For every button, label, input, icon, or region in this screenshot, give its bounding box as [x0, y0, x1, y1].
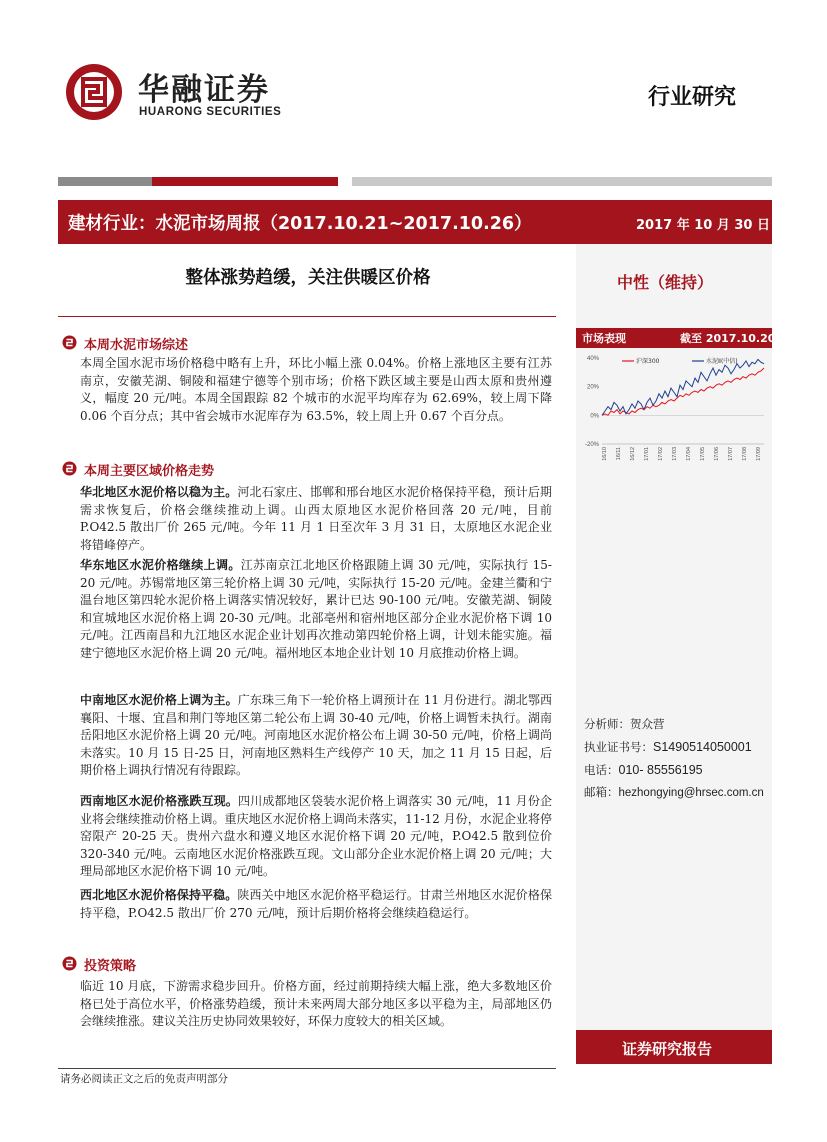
section-regional-title: 本周主要区域价格走势 — [84, 464, 215, 479]
report-date: 2017 年 10 月 30 日 — [636, 218, 770, 233]
rating: 中性（维持） — [617, 273, 714, 292]
market-performance-date: 截至 2017.10.20 — [680, 332, 776, 345]
x-tick-label: 17/04 — [686, 447, 692, 461]
disclaimer-divider — [58, 1068, 556, 1069]
region-east-paragraph — [80, 557, 552, 663]
huarong-logo-icon — [64, 62, 124, 122]
region-east-lead: 华东地区水泥价格继续上调。 — [80, 558, 241, 572]
analyst-name: 贺众营 — [630, 717, 665, 731]
section-bullet-icon — [62, 461, 77, 476]
y-tick-label: -20% — [584, 442, 599, 448]
brand-name-en: HUARONG SECURITIES — [139, 106, 282, 118]
section-strategy-body: 临近 10 月底，下游需求稳步回升。价格方面，经过前期持续大幅上涨，绝大多数地区价格已处于高位水平，价格涨势趋缓，预计未来两周大部分地区多以平稳为主，局部地区仍会继续推涨。建议关注历史协同效果较好，环保力度较大的相关区域。 — [80, 979, 552, 1029]
section-bullet-icon — [62, 335, 77, 350]
region-southwest-lead: 西南地区水泥价格涨跌互现。 — [80, 794, 239, 808]
analyst-phone-row — [584, 762, 703, 778]
region-central-body: 广东珠三角下一轮价格上调预计在 11 月份进行。湖北鄂西襄阳、十堰、宜昌和荆门等地区第二轮公布上调 30-40 元/吨，价格上调暂未执行。湖南岳阳地区水泥价格上调 20 元/吨。河南地区水泥价格公布上调 30-50 元/吨，价格上调尚未落实。10 月 15 日-25 日，河南地区熟料生产线停产 10 天，加之 11 月 15 日起，后期价格上调执行情况有待跟踪。 — [80, 693, 552, 778]
y-tick-label: 40% — [586, 356, 599, 362]
series-line-0 — [602, 368, 764, 415]
x-tick-label: 16/12 — [630, 447, 636, 461]
x-tick-label: 17/09 — [756, 447, 762, 461]
x-tick-label: 17/08 — [742, 447, 748, 461]
region-southwest-body: 四川成都地区袋装水泥价格上调落实 30 元/吨，11 月份企业将会继续推动价格上调。重庆地区水泥价格上调尚未落实，11-12 月份，水泥企业将停窑限产 20-25 天。贵州六盘水和遵义地区水泥价格下调 20 元/吨，P.O42.5 散到位价 320-340 元/吨。云南地区水泥价格涨跌互现。文山部分企业水泥价格上调 20 元/吨；大理局部地区水泥价格下调 10 元/吨。 — [80, 794, 552, 879]
headline: 整体涨势趋缓，关注供暖区价格 — [185, 268, 431, 288]
region-northwest-lead: 西北地区水泥价格保持平稳。 — [80, 888, 238, 902]
analyst-phone-label: 电话： — [584, 763, 619, 777]
x-tick-label: 17/06 — [714, 447, 720, 461]
x-tick-label: 17/05 — [700, 447, 706, 461]
region-north-lead: 华北地区水泥价格以稳为主。 — [80, 485, 238, 499]
x-tick-label: 16/10 — [602, 447, 608, 461]
report-title: 建材行业：水泥市场周报（2017.10.21~2017.10.26） — [68, 214, 532, 234]
region-north-body: 河北石家庄、邯郸和邢台地区水泥价格保持平稳，预计后期需求恢复后，价格会继续推动上调。山西太原地区水泥价格回落 20 元/吨，目前 P.O42.5 散出厂价 265 元/吨。今年 11 月 1 日至次年 3 月 31 日，太原地区水泥企业将错峰停产。 — [80, 485, 552, 552]
analyst-email-label: 邮箱： — [584, 785, 619, 799]
analyst-email[interactable]: hezhongying@hrsec.com.cn — [618, 787, 764, 799]
x-tick-label: 17/02 — [658, 447, 664, 461]
region-northwest-paragraph — [80, 887, 552, 922]
section-strategy-title: 投资策略 — [84, 959, 137, 974]
market-performance-chart — [580, 350, 770, 470]
brand-name-cn: 华融证券 — [138, 72, 270, 108]
y-tick-label: 20% — [586, 384, 599, 391]
x-tick-label: 17/03 — [672, 447, 678, 461]
region-central-paragraph — [80, 692, 552, 780]
analyst-name-row — [584, 716, 665, 732]
section-weekly-body: 本周全国水泥市场价格稳中略有上升，环比小幅上涨 0.04%。价格上涨地区主要有江苏南京，安徽芜湖、铜陵和福建宁德等个别市场；价格下跌区域主要是山西太原和贵州遵义，幅度 20 元/吨。本周全国跟踪 82 个城市的水泥平均库存为 62.69%，较上周下降 0.06 个百分点；其中省会城市水泥库存为 63.5%，较上周上升 0.67 个百分点。 — [80, 356, 552, 423]
x-tick-label: 17/07 — [728, 447, 734, 461]
analyst-license: S1490514050001 — [653, 740, 752, 754]
header-band-red — [152, 177, 338, 186]
region-north-paragraph — [80, 484, 552, 554]
legend-label-0: 沪深300 — [636, 358, 660, 365]
header-band-gray-right — [352, 177, 772, 186]
header-band-gray-left — [58, 177, 152, 186]
region-central-lead: 中南地区水泥价格上调为主。 — [80, 693, 238, 707]
report-type: 行业研究 — [648, 85, 737, 110]
legend-label-1: 水泥Ⅱ(中信) — [706, 358, 738, 365]
market-performance-label: 市场表现 — [582, 332, 626, 345]
analyst-license-row — [584, 739, 752, 755]
analyst-email-row — [584, 784, 764, 800]
region-northwest-body: 陕西关中地区水泥价格平稳运行。甘肃兰州地区水泥价格保持平稳，P.O42.5 散出厂价 270 元/吨，预计后期价格将会继续趋稳运行。 — [80, 888, 552, 920]
y-tick-label: 0% — [590, 413, 599, 420]
section-bullet-icon — [62, 956, 77, 971]
x-tick-label: 16/11 — [616, 447, 622, 461]
analyst-license-label: 执业证书号： — [584, 740, 653, 754]
headline-divider — [58, 316, 556, 317]
section-weekly-title: 本周水泥市场综述 — [84, 338, 189, 353]
region-southwest-paragraph — [80, 793, 552, 881]
disclaimer: 请务必阅读正文之后的免责声明部分 — [60, 1073, 228, 1085]
region-east-body: 江苏南京江北地区价格跟随上调 30 元/吨，实际执行 15-20 元/吨。苏锡常地区第三轮价格上调 30 元/吨，实际执行 15-20 元/吨。金建兰衢和宁温台地区第四轮水泥价格上调落实情况较好，累计已达 90-100 元/吨。安徽芜湖、铜陵和宣城地区水泥价格上调 20-30 元/吨。北部亳州和宿州地区部分企业水泥价格下调 10 元/吨。江西南昌和九江地区水泥企业计划再次推动第四轮价格上调，计划未能实施。福建宁德地区水泥价格上调 20 元/吨。福州地区本地企业计划 10 月底推动价格上调。 — [80, 558, 552, 660]
analyst-name-label: 分析师： — [584, 717, 630, 731]
x-tick-label: 17/01 — [644, 447, 650, 461]
series-line-1 — [602, 359, 764, 415]
footer-label: 证券研究报告 — [622, 1040, 713, 1058]
analyst-phone: 010- 85556195 — [618, 763, 703, 777]
